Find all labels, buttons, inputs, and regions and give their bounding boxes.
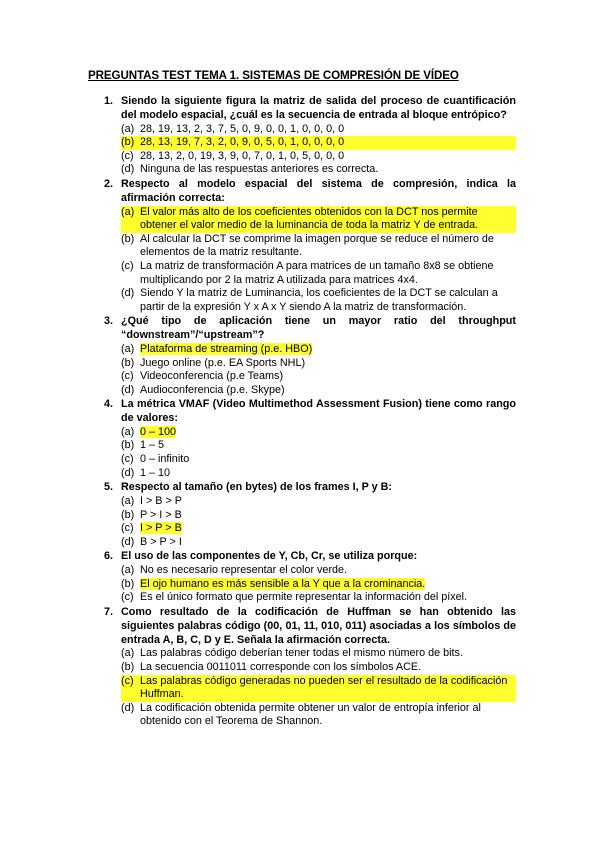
question-number: 1.	[104, 95, 114, 107]
option-a	[121, 647, 516, 661]
question-4	[104, 398, 516, 480]
option-label: (c)	[121, 453, 134, 466]
option-c	[121, 591, 516, 605]
question-text: Respecto al tamaño (en bytes) de los frames I, P y B:	[121, 481, 393, 494]
option-text: 1 – 5	[140, 439, 165, 452]
question-7	[104, 606, 516, 729]
option-label: (b)	[121, 508, 135, 521]
option-text: Plataforma de streaming (p.e. HBO)	[140, 342, 313, 355]
option-a	[121, 495, 516, 509]
option-text: 28, 19, 13, 2, 3, 7, 5, 0, 9, 0, 0, 1, 0, 0, 0, 0	[140, 122, 345, 135]
option-label: (a)	[121, 564, 135, 577]
question-6	[104, 550, 516, 605]
option-text: I > P > B	[140, 522, 182, 535]
option-d	[121, 467, 516, 481]
question-text: La métrica VMAF (Video Multimethod Assessment Fusion) tiene como rango de valores:	[121, 398, 516, 425]
question-number: 7.	[104, 606, 114, 618]
option-text: P > I > B	[140, 508, 182, 521]
option-a	[121, 564, 516, 578]
option-list	[121, 495, 516, 549]
option-label: (b)	[121, 577, 135, 590]
option-d	[121, 287, 516, 314]
option-label: (b)	[121, 232, 135, 245]
option-text: Videoconferencia (p.e Teams)	[140, 370, 284, 383]
option-text: La codificación obtenida permite obtener un valor de entropía inferior al obtenido con el Teorema de Shannon.	[140, 701, 481, 728]
option-label: (d)	[121, 287, 135, 300]
option-b	[121, 233, 516, 260]
option-label: (c)	[121, 149, 134, 162]
question-3	[104, 315, 516, 397]
question-list	[104, 95, 516, 729]
question-number: 2.	[104, 177, 114, 190]
option-text: 0 – 100	[140, 425, 177, 438]
question-text: Siendo la siguiente figura la matriz de salida del proceso de cuantificación del modelo espacial, ¿cuál es la secuencia de entrada al bloque entrópico?	[121, 95, 516, 121]
option-label: (b)	[121, 660, 135, 673]
option-label: (b)	[121, 136, 135, 149]
option-d	[121, 702, 516, 729]
option-label: (d)	[121, 383, 135, 396]
option-label: (c)	[121, 591, 134, 604]
option-d	[121, 163, 516, 177]
option-text: No es necesario representar el color verde.	[140, 564, 348, 577]
option-text: I > B > P	[140, 495, 183, 508]
option-text: El valor más alto de los coeficientes obtenidos con la DCT nos permite obtener el valor medio de la luminancia de toda la matriz Y de entrada.	[140, 205, 479, 232]
option-label: (d)	[121, 535, 135, 548]
option-label: (c)	[121, 674, 134, 687]
option-a-highlighted	[121, 426, 516, 440]
option-c	[121, 370, 516, 384]
option-d	[121, 384, 516, 398]
option-list	[121, 647, 516, 729]
option-text: Las palabras código generadas no pueden ser el resultado de la codificación Huffman.	[140, 674, 508, 701]
option-text: 28, 13, 2, 0, 19, 3, 9, 0, 7, 0, 1, 0, 5, 0, 0, 0	[140, 149, 345, 162]
option-text: La secuencia 0011011 corresponde con los símbolos ACE.	[140, 660, 422, 673]
option-label: (c)	[121, 370, 134, 383]
question-text: El uso de las componentes de Y, Cb, Cr, se utiliza porque:	[121, 550, 418, 563]
option-label: (d)	[121, 163, 135, 176]
option-label: (a)	[121, 647, 135, 660]
option-b	[121, 661, 516, 675]
option-label: (d)	[121, 466, 135, 479]
option-text: 0 – infinito	[140, 453, 190, 466]
option-label: (d)	[121, 701, 135, 714]
option-text: El ojo humano es más sensible a la Y que a la crominancia.	[140, 577, 426, 590]
option-label: (a)	[121, 495, 135, 508]
option-label: (a)	[121, 122, 135, 135]
option-text: Al calcular la DCT se comprime la imagen porque se reduce el número de elementos de la matriz resultante.	[140, 232, 494, 259]
option-a-highlighted	[121, 206, 516, 233]
option-text: La matriz de transformación A para matrices de un tamaño 8x8 se obtiene multiplicando por 2 la matriz A utilizada para matrices 4x4.	[140, 259, 494, 286]
question-text: ¿Qué tipo de aplicación tiene un mayor ratio del throughput “downstream”/“upstream”?	[121, 315, 516, 342]
option-c	[121, 453, 516, 467]
option-text: Siendo Y la matriz de Luminancia, los coeficientes de la DCT se calculan a partir de la expresión Y x A x Y siendo A la matriz de transformación.	[140, 287, 498, 313]
option-text: 28, 13, 19, 7, 3, 2, 0, 9, 0, 5, 0, 1, 0, 0, 0, 0	[140, 136, 345, 149]
option-text: Ninguna de las respuestas anteriores es correcta.	[140, 163, 379, 176]
option-list	[121, 123, 516, 177]
option-b	[121, 439, 516, 453]
question-number: 5.	[104, 481, 114, 494]
option-text: Las palabras código deberían tener todas el mismo número de bits.	[140, 647, 463, 660]
option-d	[121, 536, 516, 550]
option-label: (b)	[121, 356, 135, 369]
option-a-highlighted	[121, 343, 516, 357]
option-label: (a)	[121, 342, 135, 355]
option-label: (a)	[121, 425, 135, 438]
option-label: (c)	[121, 522, 134, 535]
option-c	[121, 260, 516, 287]
option-list	[121, 426, 516, 480]
question-number: 3.	[104, 315, 114, 328]
option-b-highlighted	[121, 578, 516, 592]
question-2	[104, 178, 516, 314]
option-c	[121, 150, 516, 164]
option-a	[121, 123, 516, 137]
question-text: Respecto al modelo espacial del sistema de compresión, indica la afirmación correcta:	[121, 177, 516, 204]
question-1	[104, 95, 516, 177]
option-text: B > P > I	[140, 535, 182, 548]
question-number: 6.	[104, 550, 114, 563]
question-5	[104, 481, 516, 549]
option-text: Es el único formato que permite representar la información del píxel.	[140, 591, 468, 604]
question-number: 4.	[104, 398, 114, 411]
document-title: PREGUNTAS TEST TEMA 1. SISTEMAS DE COMPRESIÓN DE VÍDEO	[88, 69, 459, 82]
option-text: Juego online (p.e. EA Sports NHL)	[140, 356, 306, 369]
option-label: (c)	[121, 259, 134, 272]
option-label: (b)	[121, 439, 135, 452]
option-label: (a)	[121, 205, 135, 218]
option-text: Audioconferencia (p.e. Skype)	[140, 383, 285, 396]
option-b-highlighted	[121, 136, 516, 150]
option-b	[121, 357, 516, 371]
option-c-highlighted	[121, 675, 516, 702]
option-list	[121, 206, 516, 315]
option-text: 1 – 10	[140, 466, 171, 479]
option-list	[121, 564, 516, 605]
option-b	[121, 509, 516, 523]
question-text: Como resultado de la codificación de Huffman se han obtenido las siguientes palabras código (00, 01, 11, 010, 011) asociadas a los símbolos de entrada A, B, C, D y E. Señala la afirmación correcta.	[121, 606, 516, 646]
option-c-highlighted	[121, 522, 516, 536]
option-list	[121, 343, 516, 397]
